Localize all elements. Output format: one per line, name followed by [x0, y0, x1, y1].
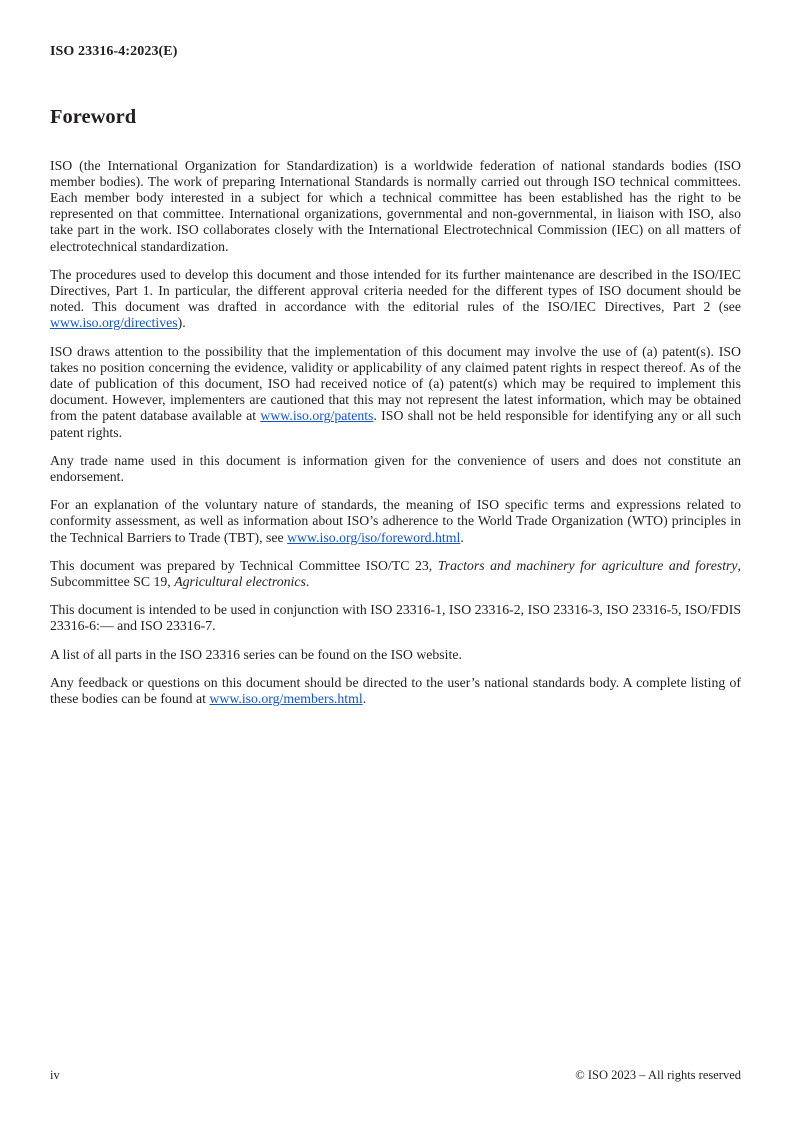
text-run: , Subcommittee SC 19, — [50, 557, 741, 590]
document-header — [50, 44, 741, 60]
copyright-notice: © ISO 2023 – All rights reserved — [575, 1068, 741, 1082]
hyperlink[interactable]: www.iso.org/patents — [260, 408, 374, 424]
text-run: For an explanation of the voluntary nature of standards, the meaning of ISO specific terms and expressions related to conformity assessment, as well as information about ISO’s adherence to the World Trade Organization (WTO) principles in the Technical Barriers to Trade (TBT), see — [50, 497, 741, 545]
hyperlink[interactable]: www.iso.org/iso/foreword.html — [287, 529, 461, 545]
foreword-heading: Foreword — [50, 106, 137, 128]
text-run: A list of all parts in the ISO 23316 series can be found on the ISO website. — [50, 646, 462, 662]
hyperlink[interactable]: www.iso.org/members.html — [209, 691, 363, 707]
text-run: . — [305, 574, 310, 590]
paragraph — [50, 344, 741, 441]
text-run: Any trade name used in this document is information given for the convenience of users and does not constitute an endorsement. — [50, 452, 741, 485]
text-run: . ISO shall not be held responsible for identifying any or all such patent rights. — [50, 408, 742, 440]
text-run: . — [460, 529, 464, 545]
page-number: iv — [50, 1068, 60, 1082]
page-content — [50, 106, 741, 719]
paragraph — [50, 453, 741, 485]
paragraph — [50, 675, 741, 707]
text-run: This document was prepared by Technical Committee ISO/TC 23, — [50, 557, 438, 573]
paragraph — [50, 158, 741, 255]
text-run: ISO (the International Organization for Standardization) is a worldwide federation of national standards bodies (ISO member bodies). The work of preparing International Standards is normally carried out through ISO technical committees. Each member body interested in a subject for which a technical committee has been established has the right to be represented on that committee. International organizations, governmental and non-governmental, in liaison with ISO, also take part in the work. ISO collaborates closely with the International Electrotechnical Commission (IEC) on all matters of electrotechnical standardization. — [50, 157, 741, 254]
text-run: ). — [177, 315, 186, 331]
document-footer — [50, 1068, 741, 1083]
text-run: The procedures used to develop this document and those intended for its further maintenance are described in the ISO/IEC Directives, Part 1. In particular, the different approval criteria needed for the different types of ISO document should be noted. This document was drafted in accordance with the editorial rules of the ISO/IEC Directives, Part 2 (see — [50, 266, 741, 315]
hyperlink[interactable]: www.iso.org/directives — [50, 315, 178, 331]
paragraph — [50, 267, 741, 332]
paragraph — [50, 497, 741, 546]
text-run: ISO draws attention to the possibility that the implementation of this document may involve the use of (a) patent(s). ISO takes no position concerning the evidence, validity or applicability of any claimed patent rights in respect thereof. As of the date of publication of this document, ISO had received notice of (a) patent(s) which may be required to implement this document. However, implementers are cautioned that this may not represent the latest information, which may be obtained from the patent database available at — [50, 343, 741, 424]
document-reference: ISO 23316-4:2023(E) — [50, 44, 178, 59]
paragraph — [50, 647, 741, 663]
italic-text: Tractors and machinery for agriculture and forestry — [437, 557, 738, 573]
text-run: . — [362, 691, 367, 707]
text-run: Any feedback or questions on this document should be directed to the user’s national standards body. A complete listing of these bodies can be found at — [50, 674, 741, 707]
foreword-paragraphs — [50, 158, 741, 708]
italic-text: Agricultural electronics — [174, 574, 306, 590]
text-run: This document is intended to be used in conjunction with ISO 23316-1, ISO 23316-2, ISO 23316-3, ISO 23316-5, ISO/FDIS 23316-6:— and ISO 23316-7. — [50, 602, 741, 634]
paragraph — [50, 558, 741, 590]
paragraph — [50, 602, 741, 634]
